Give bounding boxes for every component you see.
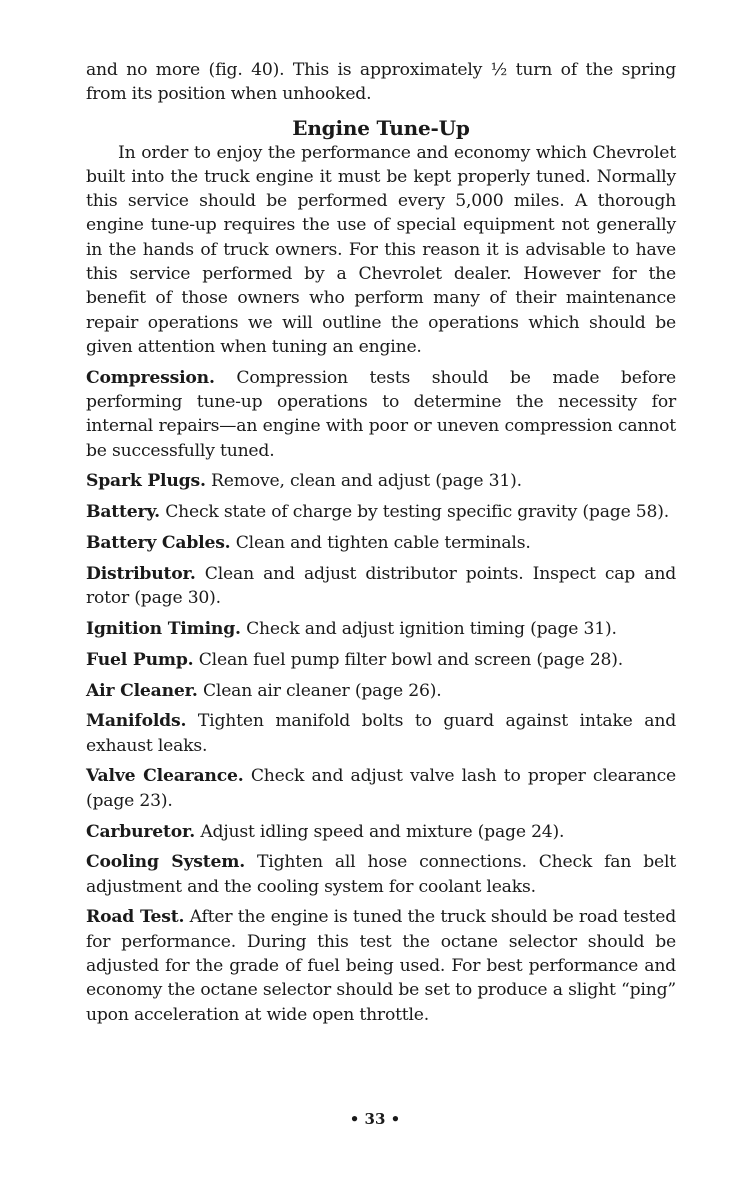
item-text: Check and adjust valve lash to proper clearance (page 23). — [86, 766, 677, 811]
item-term: Valve Clearance. — [86, 766, 244, 787]
item-text: Remove, clean and adjust (page 31). — [211, 471, 522, 492]
item-spark-plugs — [86, 469, 676, 493]
item-battery-cables — [86, 531, 676, 555]
item-term: Cooling System. — [86, 852, 246, 873]
item-term: Distributor. — [86, 563, 196, 584]
page-number: • 33 • — [349, 1110, 401, 1128]
item-text: Clean fuel pump filter bowl and screen (page 28). — [198, 649, 624, 670]
item-term: Ignition Timing. — [86, 618, 241, 639]
item-battery — [86, 500, 676, 524]
item-term: Road Test. — [86, 907, 185, 928]
item-manifolds — [86, 709, 676, 758]
item-text: Adjust idling speed and mixture (page 24). — [200, 821, 565, 842]
item-term: Manifolds. — [86, 711, 187, 732]
item-distributor — [86, 562, 676, 611]
item-term: Air Cleaner. — [86, 680, 198, 701]
item-term: Compression. — [86, 367, 215, 388]
section-title: Engine Tune-Up — [292, 115, 470, 140]
item-air-cleaner — [86, 679, 676, 703]
continuation-paragraph: and no more (fig. 40). This is approximately ½ turn of the spring from its position when unhooked. — [86, 60, 676, 105]
item-road-test — [86, 905, 676, 1026]
item-text: Clean and tighten cable terminals. — [235, 533, 531, 554]
item-ignition-timing — [86, 617, 676, 641]
item-text: Compression tests should be made before performing tune-up operations to determine the necessity for internal repairs—an engine with poor or uneven compression cannot be successfully tuned. — [86, 367, 677, 461]
item-compression — [86, 366, 676, 463]
item-text: After the engine is tuned the truck should be road tested for performance. During this test the octane selector should be adjusted for the grade of fuel being used. For best performance and economy the octane selector should be set to produce a slight “ping” upon acceleration at wide open throttle. — [86, 907, 676, 1025]
item-carburetor — [86, 820, 676, 844]
item-text: Clean air cleaner (page 26). — [202, 680, 442, 701]
item-term: Carburetor. — [86, 821, 196, 842]
item-cooling-system — [86, 850, 676, 899]
manual-page — [86, 58, 676, 1027]
item-term: Fuel Pump. — [86, 649, 194, 670]
item-term: Spark Plugs. — [86, 471, 206, 492]
item-valve-clearance — [86, 764, 676, 813]
item-text: Tighten manifold bolts to guard against intake and exhaust leaks. — [86, 711, 677, 756]
item-text: Tighten all hose connections. Check fan belt adjustment and the cooling system for coolant leaks. — [86, 852, 677, 897]
item-text: Check state of charge by testing specific gravity (page 58). — [165, 502, 670, 523]
item-text: Check and adjust ignition timing (page 31). — [246, 618, 617, 639]
intro-paragraph: In order to enjoy the performance and economy which Chevrolet built into the truck engine it must be kept properly tuned. Normally this service should be performed every 5,000 miles. A thorough engine tune-up requires the use of special equipment not generally in the hands of truck owners. For this reason it is advisable to have this service performed by a Chevrolet dealer. However for the benefit of those owners who perform many of their maintenance repair operations we will outline the operations which should be given attention when tuning an engine. — [86, 142, 676, 357]
item-text: Clean and adjust distributor points. Inspect cap and rotor (page 30). — [86, 563, 676, 609]
item-fuel-pump — [86, 648, 676, 672]
item-term: Battery. — [86, 502, 160, 523]
item-term: Battery Cables. — [86, 533, 231, 554]
